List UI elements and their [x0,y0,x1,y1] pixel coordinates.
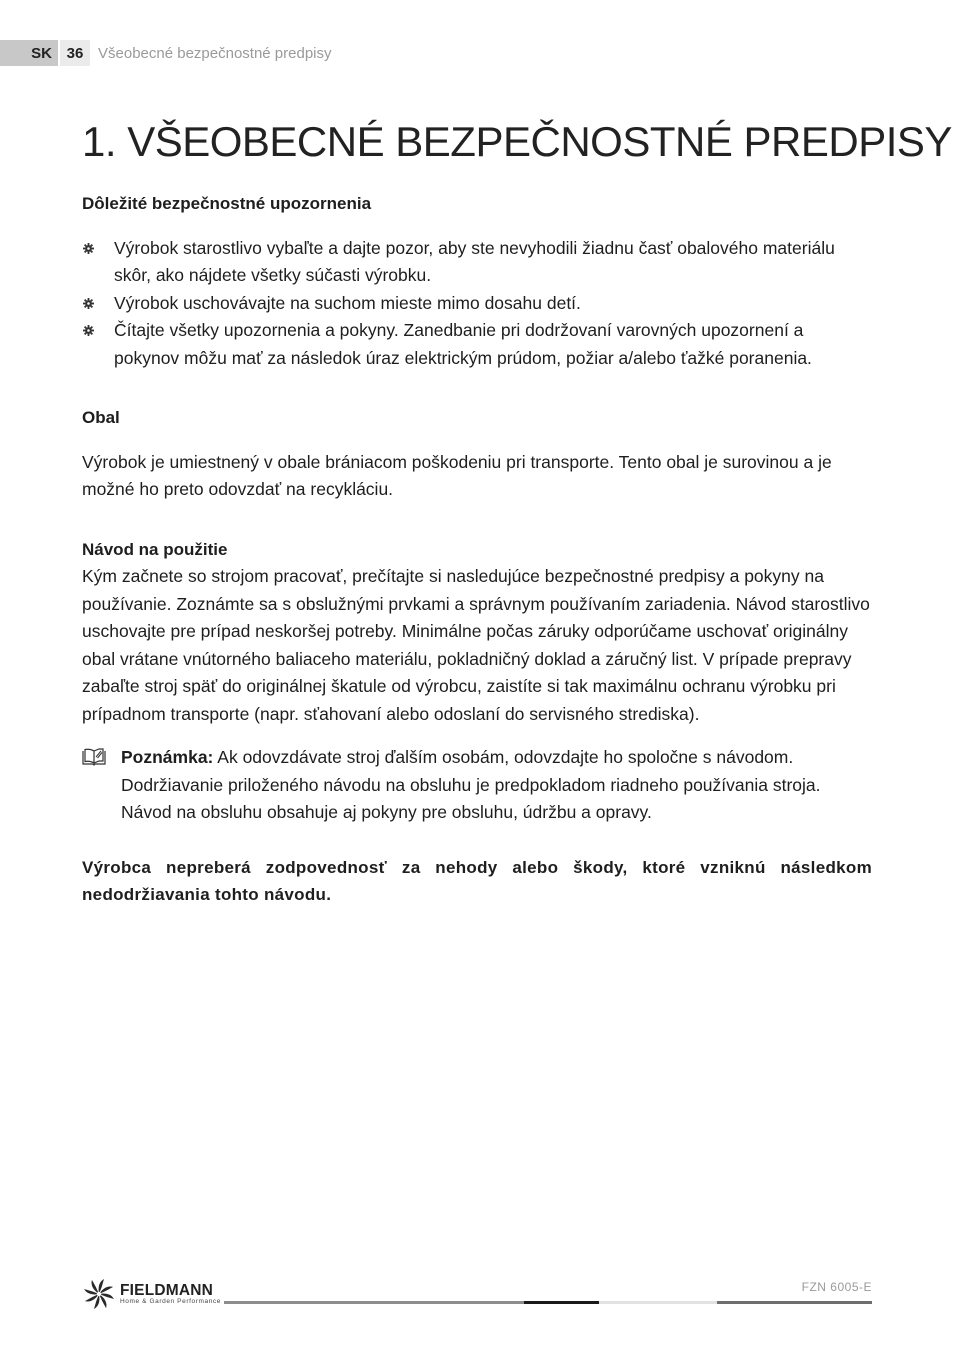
important-heading: Dôležité bezpečnostné upozornenia [82,194,372,213]
list-item [82,290,872,318]
footer-rule-gray [224,1301,524,1304]
note-block [82,744,872,827]
header-section-title: Všeobecné bezpečnostné predpisy [98,44,332,62]
gear-icon [83,298,94,309]
packaging-heading: Obal [82,408,120,427]
page-number: 36 [60,40,90,66]
note-label: Poznámka: [121,747,214,767]
footer-rule-light [599,1301,717,1304]
brand-name: FIELDMANN [120,1281,214,1299]
manual-text: Kým začnete so strojom pracovať, prečítajte si nasledujúce bezpečnostné predpisy a pokyny na používanie. Zoznámte sa s obslužnými prvkami a správnym používaním zariadenia. Návod starostlivo uschovajte pre prípad neskoršej potreby. Minimálne počas záruky odporúčame uschovať originálny obal vrátane vnútorného baliaceho materiálu, pokladničný doklad a záručný list. V prípade prepravy zabaľte stroj späť do originálnej škatule od výrobcu, zaistíte si tak maximálnu ochranu výrobku pri prípadnom transporte (napr. sťahovaní alebo odoslaní do servisného strediska). [82,566,870,724]
manual-heading: Návod na použitie [82,539,228,559]
page-title: 1. VŠEOBECNÉ BEZPEČNOSTNÉ PREDPISY [82,118,952,165]
language-tag: SK [0,40,58,66]
footer-rule-dark [717,1301,872,1304]
footer-rule-black [524,1301,599,1304]
model-number: FZN 6005-E [801,1280,872,1294]
important-list [82,235,872,373]
gear-icon [83,325,94,336]
main-content [82,190,872,909]
list-item-text: Výrobok uschovávajte na suchom mieste mimo dosahu detí. [114,292,581,313]
book-icon [82,748,106,766]
list-item-text: Výrobok starostlivo vybaľte a dajte pozor, aby ste nevyhodili žiadnu časť obalového materiálu skôr, ako nájdete všetky súčasti výrobku. [114,237,835,285]
liability-warning: Výrobca nepreberá zodpovednosť za nehody alebo škody, ktoré vzniknú následkom nedodržiavania tohto návodu. [82,857,872,904]
note-text: Ak odovzdávate stroj ďalším osobám, odovzdajte ho spoločne s návodom. Dodržiavanie priloženého návodu na obsluhu je predpokladom riadneho používania stroja. Návod na obsluhu obsahuje aj pokyny pre obsluhu, údržbu a opravy. [121,747,821,822]
packaging-text: Výrobok je umiestnený v obale brániacom poškodeniu pri transporte. Tento obal je surovinou a je možné ho preto odovzdať na recykláciu. [82,451,832,499]
gear-icon [83,243,94,254]
fan-logo-icon [82,1277,116,1311]
list-item-text: Čítajte všetky upozornenia a pokyny. Zanedbanie pri dodržovaní varovných upozornení a pokynov môžu mať za následok úraz elektrickým prúdom, požiar a/alebo ťažké poranenia. [114,320,812,368]
list-item [82,235,872,290]
brand-tagline: Home & Garden Performance [120,1298,221,1305]
list-item [82,317,872,372]
page-header [0,40,332,66]
brand-logo [82,1277,221,1311]
